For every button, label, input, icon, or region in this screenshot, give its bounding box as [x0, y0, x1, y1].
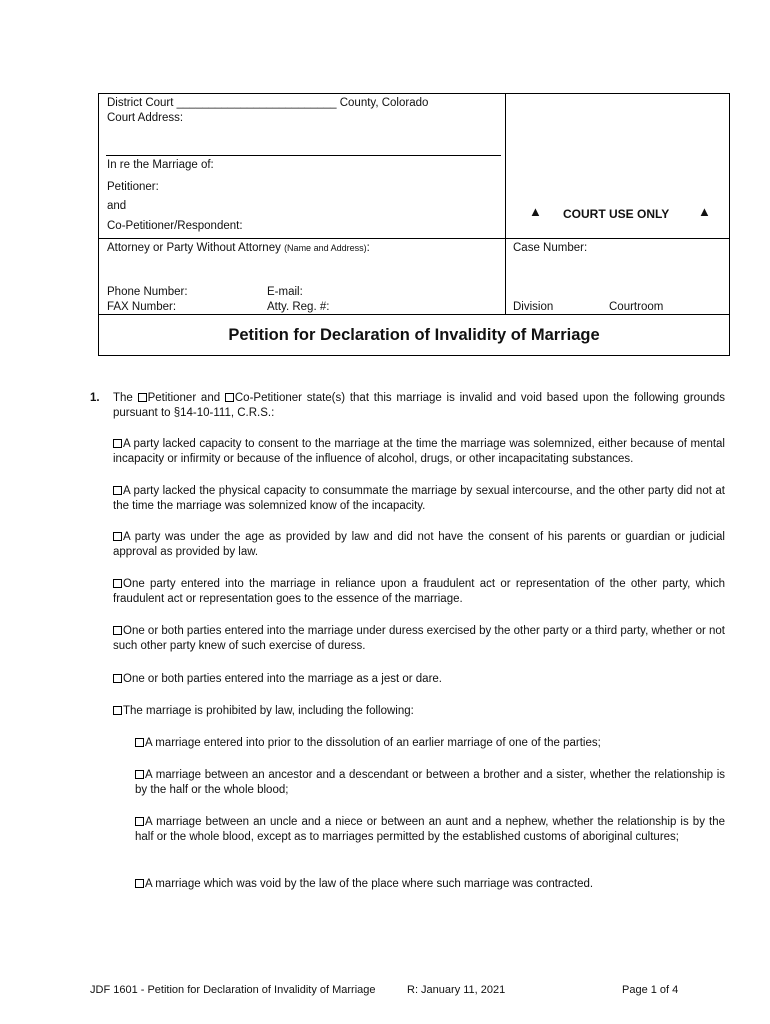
court-use-only	[523, 204, 723, 224]
ground-item: A party lacked the physical capacity to consummate the marriage by sexual intercourse, and the other party did not at the time the marriage was solemnized know of the incapacity.	[113, 485, 725, 512]
petitioner-label: Petitioner:	[107, 181, 159, 193]
checkbox-ground-duress[interactable]	[113, 626, 122, 635]
checkbox-petitioner[interactable]	[138, 393, 147, 402]
checkbox-co-petitioner[interactable]	[225, 393, 234, 402]
division-label: Division	[513, 301, 554, 313]
footer-form-id: JDF 1601 - Petition for Declaration of Invalidity of Marriage	[90, 984, 376, 996]
ground-item: A party was under the age as provided by law and did not have the consent of his parents or guardian or judicial approval as provided by law.	[113, 531, 725, 558]
sub-ground-item: A marriage which was void by the law of the place where such marriage was contracted.	[135, 877, 725, 892]
sub-ground-item: A marriage entered into prior to the dissolution of an earlier marriage of one of the parties;	[135, 736, 725, 751]
triangle-up-icon: ▲	[698, 204, 711, 219]
checkbox-sub-uncle-aunt[interactable]	[135, 817, 144, 826]
caption-divider-vertical	[505, 94, 506, 314]
caption-box	[98, 93, 730, 356]
section-number: 1.	[90, 392, 100, 404]
checkbox-ground-capacity[interactable]	[113, 439, 122, 448]
caption-divider-row2	[99, 238, 729, 239]
footer-revision: R: January 11, 2021	[407, 984, 506, 996]
ground-item: A party lacked capacity to consent to the marriage at the time the marriage was solemnized, either because of mental incapacity or infirmity or because of the influence of alcohol, drugs, or other incapacitating substances.	[113, 438, 725, 465]
checkbox-ground-fraud[interactable]	[113, 579, 122, 588]
checkbox-sub-prior-marriage[interactable]	[135, 738, 144, 747]
ground-item: One or both parties entered into the marriage under duress exercised by the other party or a third party, whether or not such other party knew of such exercise of duress.	[113, 625, 725, 652]
email-label: E-mail:	[267, 286, 303, 298]
checkbox-ground-prohibited[interactable]	[113, 706, 122, 715]
checkbox-ground-jest[interactable]	[113, 674, 122, 683]
caption-divider-row3	[99, 314, 729, 315]
attorney-label: Attorney or Party Without Attorney (Name and Address):	[107, 242, 370, 254]
courtroom-label: Courtroom	[609, 301, 664, 313]
caption-divider-inner	[106, 155, 501, 156]
court-address-label: Court Address:	[107, 112, 184, 124]
checkbox-ground-age[interactable]	[113, 532, 122, 541]
ground-item: One or both parties entered into the marriage as a jest or dare.	[113, 672, 725, 687]
ground-item: One party entered into the marriage in reliance upon a fraudulent act or representation of the other party, which fraudulent act or representation goes to the essence of the marriage.	[113, 578, 725, 605]
in-re-label: In re the Marriage of:	[107, 159, 214, 171]
footer-page: Page 1 of 4	[622, 984, 679, 996]
phone-label: Phone Number:	[107, 286, 188, 298]
checkbox-ground-physical[interactable]	[113, 486, 122, 495]
triangle-up-icon: ▲	[529, 204, 542, 219]
court-line: District Court _________________________ County, Colorado	[107, 97, 429, 109]
checkbox-sub-void-by-law[interactable]	[135, 879, 144, 888]
and-label: and	[107, 200, 127, 212]
ground-item: The marriage is prohibited by law, including the following:	[113, 704, 725, 719]
section-intro: The Petitioner and Co-Petitioner state(s) that this marriage is invalid and void based upon the following grounds pursuant to §14-10-111, C.R.S.:	[113, 392, 726, 419]
sub-ground-item: A marriage between an ancestor and a descendant or between a brother and a sister, whether the relationship is by the half or the whole blood;	[135, 769, 725, 796]
sub-ground-item: A marriage between an uncle and a niece or between an aunt and a nephew, whether the relationship is by the half or the whole blood, except as to marriages permitted by the established customs of aboriginal cultures;	[135, 816, 725, 843]
co-petitioner-label: Co-Petitioner/Respondent:	[107, 220, 243, 232]
court-use-only-label: COURT USE ONLY	[563, 207, 670, 221]
atty-reg-label: Atty. Reg. #:	[267, 301, 330, 313]
case-number-label: Case Number:	[513, 242, 588, 254]
checkbox-sub-ancestor[interactable]	[135, 770, 144, 779]
form-title: Petition for Declaration of Invalidity of Marriage	[228, 326, 600, 344]
fax-label: FAX Number:	[107, 301, 177, 313]
